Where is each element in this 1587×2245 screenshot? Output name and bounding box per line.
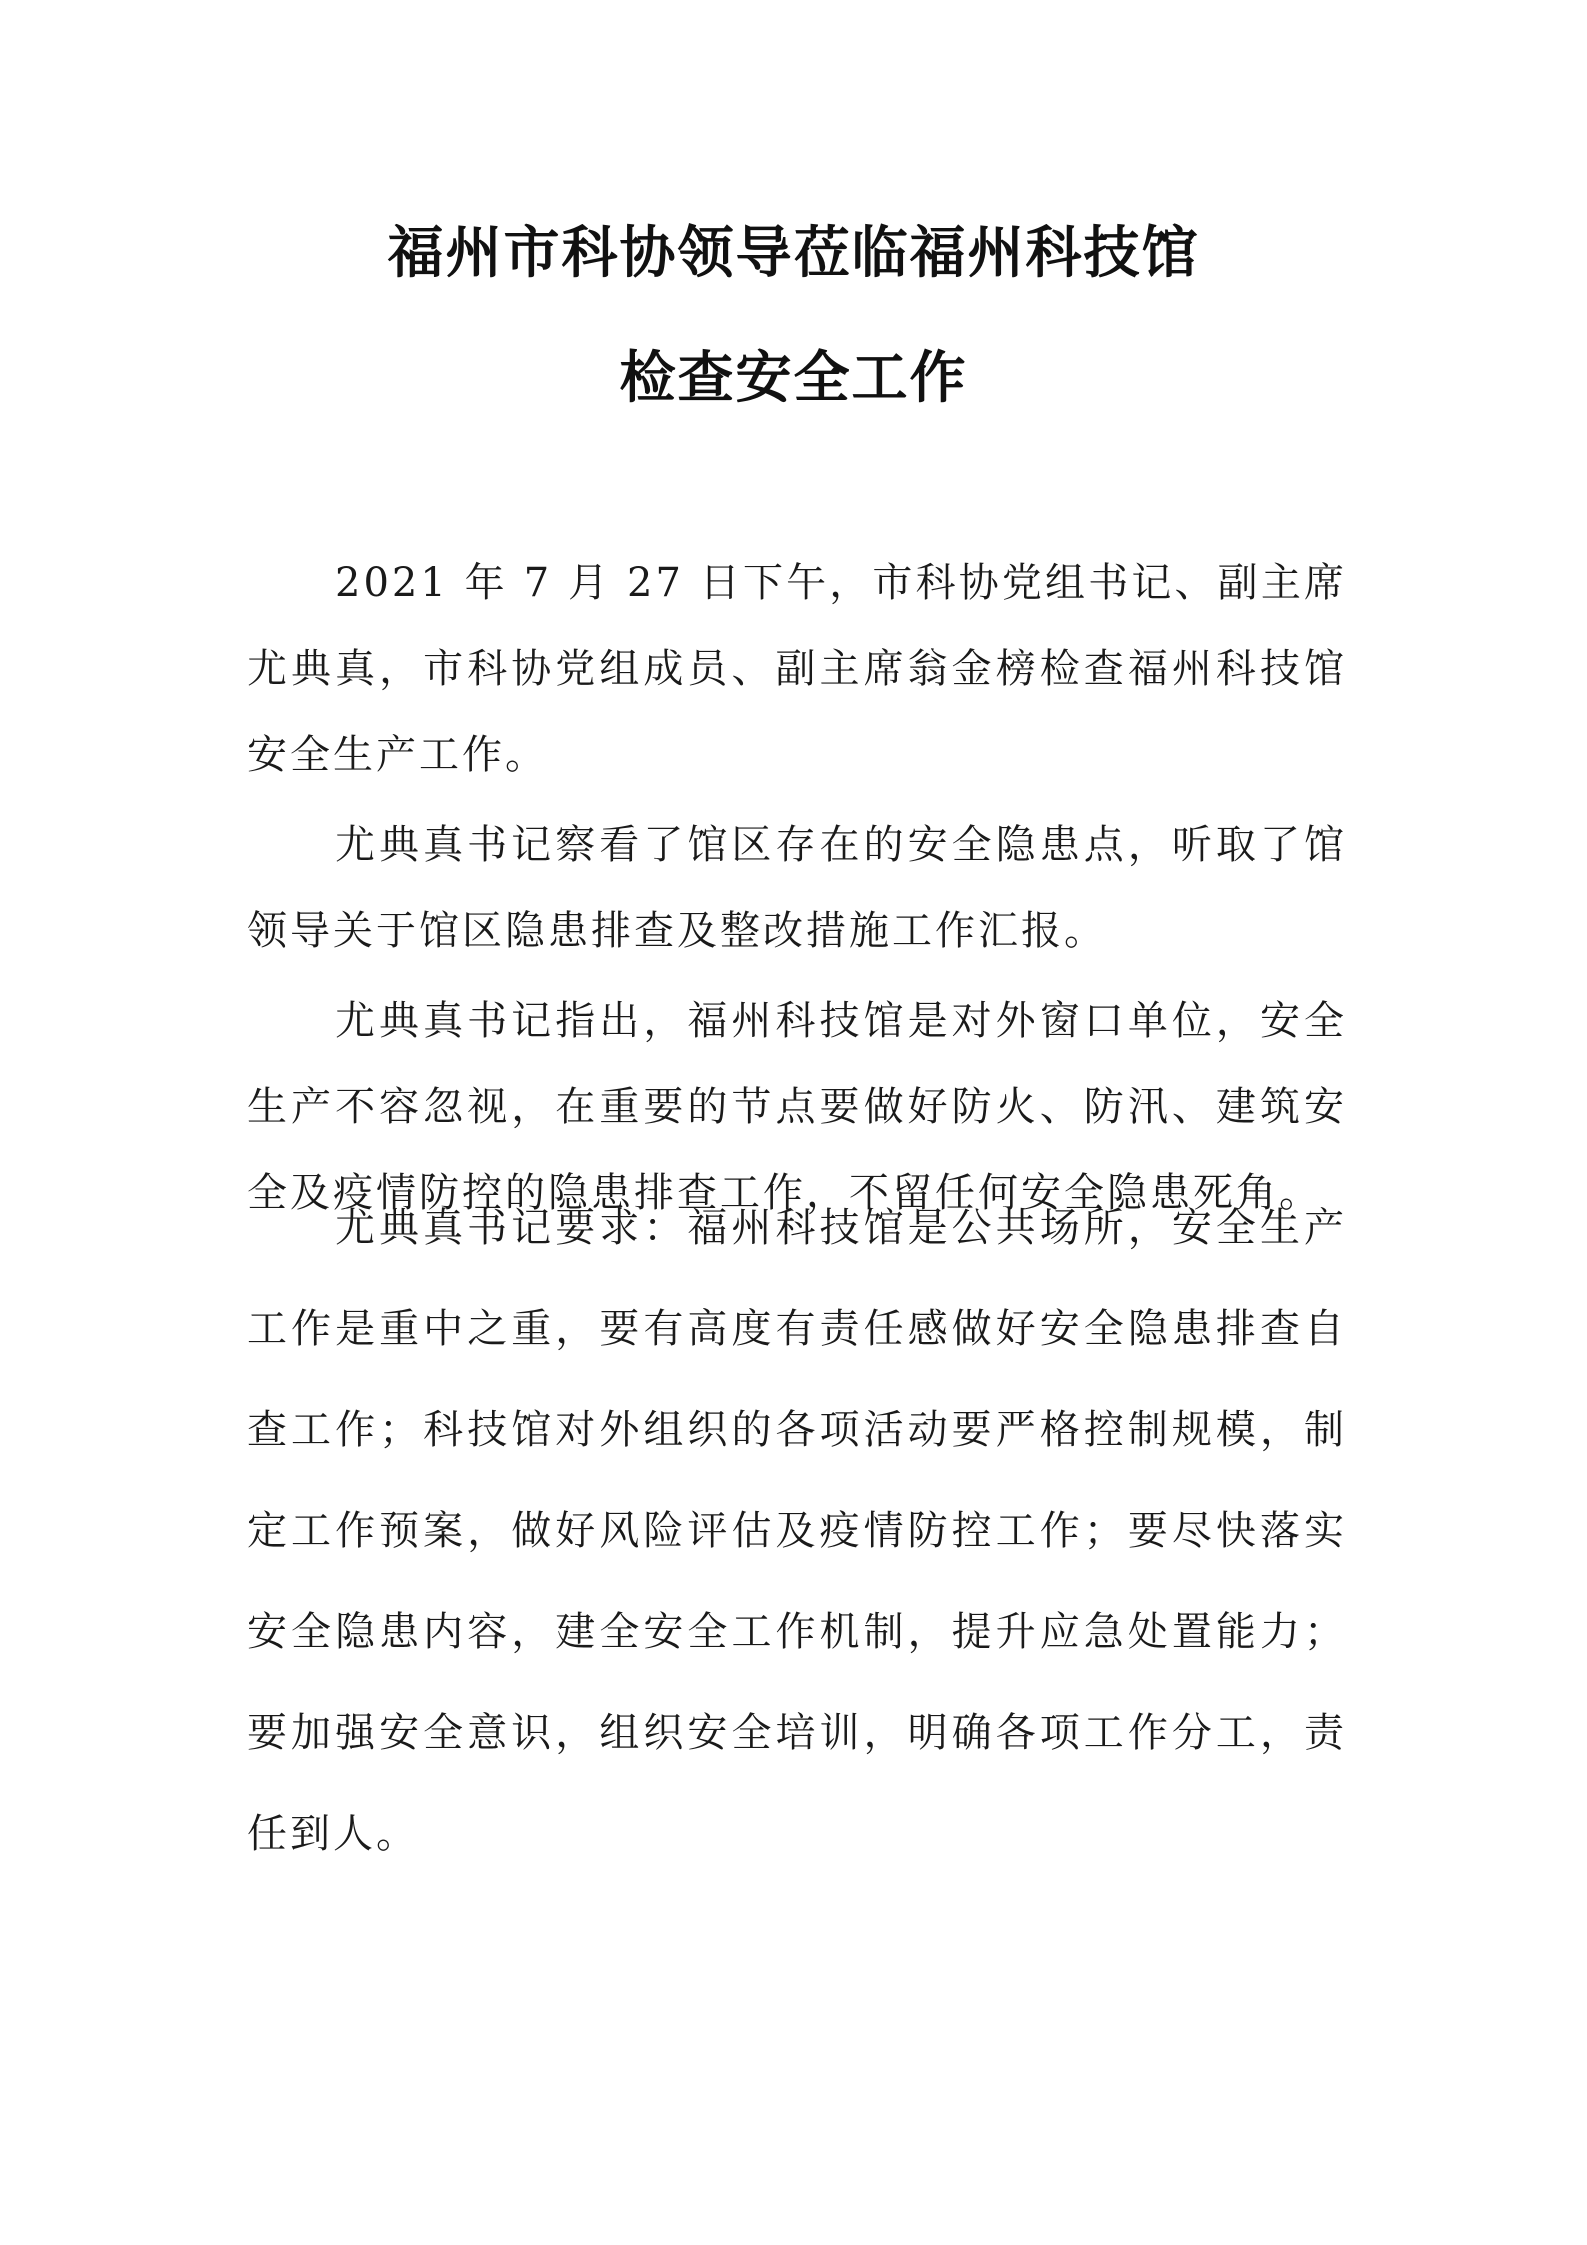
paragraph-instructions: 尤典真书记指出，福州科技馆是对外窗口单位，安全生产不容忽视，在重要的节点要做好防火、防汛、建筑安全及疫情防控的隐患排查工作，不留任何安全隐患死角。	[247, 998, 1347, 1216]
document-title-line-1: 福州市科协领导莅临福州科技馆	[387, 220, 1200, 286]
body-section-upper	[247, 540, 1347, 1240]
paragraph-inspection-intro: 2021 年 7 月 27 日下午，市科协党组书记、副主席尤典真，市科协党组成员、副主席翁金榜检查福州科技馆安全生产工作。	[247, 560, 1347, 778]
paragraph-site-inspection: 尤典真书记察看了馆区存在的安全隐患点，听取了馆领导关于馆区隐患排查及整改措施工作汇报。	[247, 822, 1347, 954]
paragraph-requirements: 尤典真书记要求：福州科技馆是公共场所，安全生产工作是重中之重，要有高度有责任感做好安全隐患排查自查工作；科技馆对外组织的各项活动要严格控制规模，制定工作预案，做好风险评估及疫情防控工作；要尽快落实安全隐患内容，建全安全工作机制，提升应急处置能力；要加强安全意识，组织安全培训，明确各项工作分工，责任到人。	[247, 1205, 1347, 1857]
document-title-line-2: 检查安全工作	[619, 345, 968, 411]
body-section-lower	[247, 1178, 1347, 1885]
